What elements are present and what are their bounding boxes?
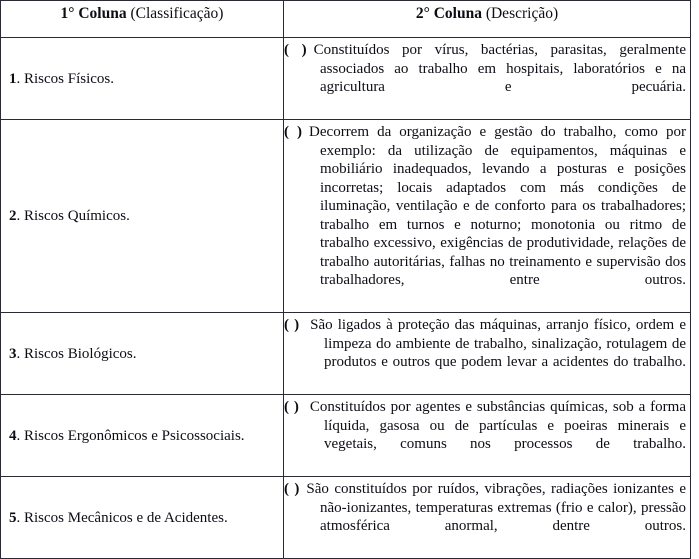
answer-blank-3[interactable]: ( )	[284, 317, 300, 334]
table-row	[1, 38, 691, 120]
header-cell-classification	[1, 1, 284, 38]
header-description-title: 2° Coluna	[415, 5, 482, 22]
answer-blank-4[interactable]: ( )	[284, 399, 299, 416]
classification-cell-5	[1, 477, 284, 559]
description-cell-1	[284, 38, 691, 120]
answer-blank-2[interactable]: ( )	[284, 124, 303, 141]
answer-blank-5[interactable]: ( )	[284, 481, 300, 498]
table-row	[1, 120, 691, 313]
classification-label-4: . Riscos Ergonômicos e Psicossociais.	[16, 427, 245, 444]
classification-number-1: 1	[9, 70, 17, 87]
description-text-4: Constituídos por agentes e substâncias químicas, sob a forma líquida, gasosa ou de partículas e poeiras minerais e vegetais, comuns nos processos de trabalho.	[309, 399, 686, 453]
description-text-2: Decorrem da organização e gestão do trabalho, como por exemplo: da utilização de equipamentos, máquinas e mobiliário inadequados, levando a posturas e posições incorretas; locais adaptados com más condições de iluminação, ventilação e de conforto para os trabalhadores; trabalho em turnos e noturno; monotonia ou ritmo de trabalho excessivo, exigências de produtividade, relações de trabalho autoritárias, falhas no treinamento e supervisão dos trabalhadores, entre outros.	[309, 124, 686, 289]
classification-number-2: 2	[9, 208, 17, 225]
description-cell-3	[284, 313, 691, 395]
header-classification-title: 1° Coluna	[60, 5, 127, 22]
description-text-3: São ligados à proteção das máquinas, arranjo físico, ordem e limpeza do ambiente de trabalho, sinalização, rotulagem de produtos e outros que podem levar a acidentes do trabalho.	[310, 317, 686, 371]
classification-label-2: . Riscos Químicos.	[16, 208, 130, 225]
classification-cell-4	[1, 395, 284, 477]
description-text-1: Constituídos por vírus, bactérias, parasitas, geralmente associados ao trabalho em hospitais, laboratórios e na agricultura e pecuária.	[313, 42, 686, 96]
description-cell-4	[284, 395, 691, 477]
classification-label-3: . Riscos Biológicos.	[16, 345, 137, 362]
classification-label-1: . Riscos Físicos.	[16, 70, 115, 87]
description-cell-2	[284, 120, 691, 313]
classification-number-3: 3	[9, 345, 17, 362]
table-row	[1, 395, 691, 477]
description-cell-5	[284, 477, 691, 559]
table-row	[1, 477, 691, 559]
answer-blank-1[interactable]: ( )	[284, 42, 307, 58]
classification-number-4: 4	[9, 427, 17, 444]
table-header-row	[1, 1, 691, 38]
classification-cell-3	[1, 313, 284, 395]
header-cell-description	[284, 1, 691, 38]
classification-number-5: 5	[9, 509, 17, 526]
header-description-subtitle: (Descrição)	[481, 5, 559, 22]
table-row	[1, 313, 691, 395]
description-text-5: São constituídos por ruídos, vibrações, radiações ionizantes e não-ionizantes, temperaturas extremas (frio e calor), pressão atmosférica anormal, dentre outros.	[306, 481, 686, 535]
header-classification-subtitle: (Classificação)	[126, 5, 224, 22]
classification-label-5: . Riscos Mecânicos e de Acidentes.	[16, 509, 228, 526]
classification-cell-1	[1, 38, 284, 120]
classification-cell-2	[1, 120, 284, 313]
